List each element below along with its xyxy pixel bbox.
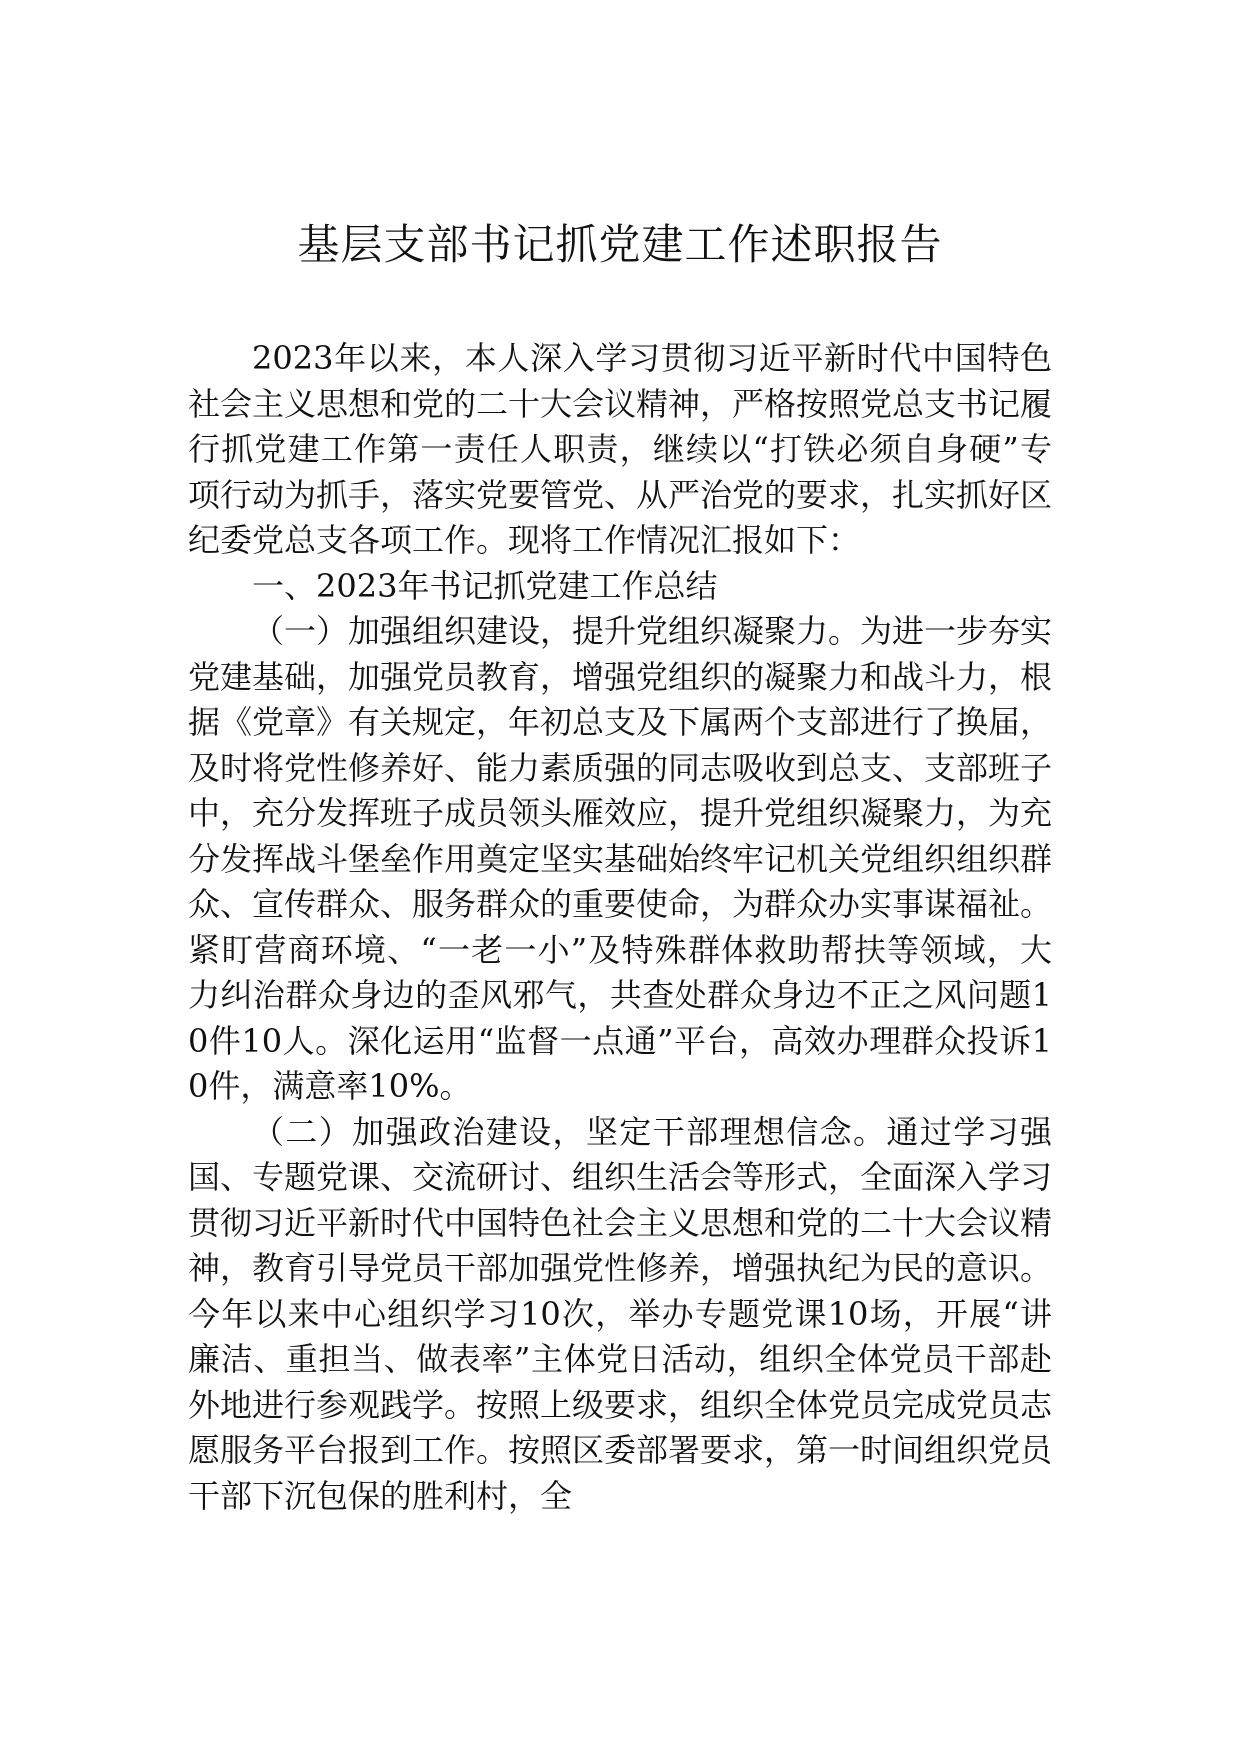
organization-building-paragraph: （一）加强组织建设，提升党组织凝聚力。为进一步夯实党建基础，加强党员教育，增强党组织的凝聚力和战斗力，根据《党章》有关规定，年初总支及下属两个支部进行了换届，及时将党性修养好、能力素质强的同志吸收到总支、支部班子中，充分发挥班子成员领头雁效应，提升党组织凝聚力，为充分发挥战斗堡垒作用奠定坚实基础始终牢记机关党组织组织群众、宣传群众、服务群众的重要使命，为群众办实事谋福祉。紧盯营商环境、“一老一小”及特殊群体救助帮扶等领域，大力纠治群众身边的歪风邪气，共查处群众身边不正之风问题10件10人。深化运用“监督一点通”平台，高效办理群众投诉10件，满意率10%。	[188, 612, 1053, 1105]
document-title: 基层支部书记抓党建工作述职报告	[297, 220, 943, 269]
document-body	[188, 336, 1052, 1519]
intro-paragraph: 2023年以来，本人深入学习贯彻习近平新时代中国特色社会主义思想和党的二十大会议精神，严格按照党总支书记履行抓党建工作第一责任人职责，继续以“打铁必须自身硬”专项行动为抓手，落实党要管党、从严治党的要求，扎实抓好区纪委党总支各项工作。现将工作情况汇报如下：	[188, 339, 1053, 559]
section-heading: 一、2023年书记抓党建工作总结	[252, 566, 718, 605]
political-building-paragraph: （二）加强政治建设，坚定干部理想信念。通过学习强国、专题党课、交流研讨、组织生活会等形式，全面深入学习贯彻习近平新时代中国特色社会主义思想和党的二十大会议精神，教育引导党员干部加强党性修养，增强执纪为民的意识。今年以来中心组织学习10次，举办专题党课10场，开展“讲廉洁、重担当、做表率”主体党日活动，组织全体党员干部赴外地进行参观践学。按照上级要求，组织全体党员完成党员志愿服务平台报到工作。按照区委部署要求，第一时间组织党员干部下沉包保的胜利村，全	[188, 1112, 1053, 1515]
